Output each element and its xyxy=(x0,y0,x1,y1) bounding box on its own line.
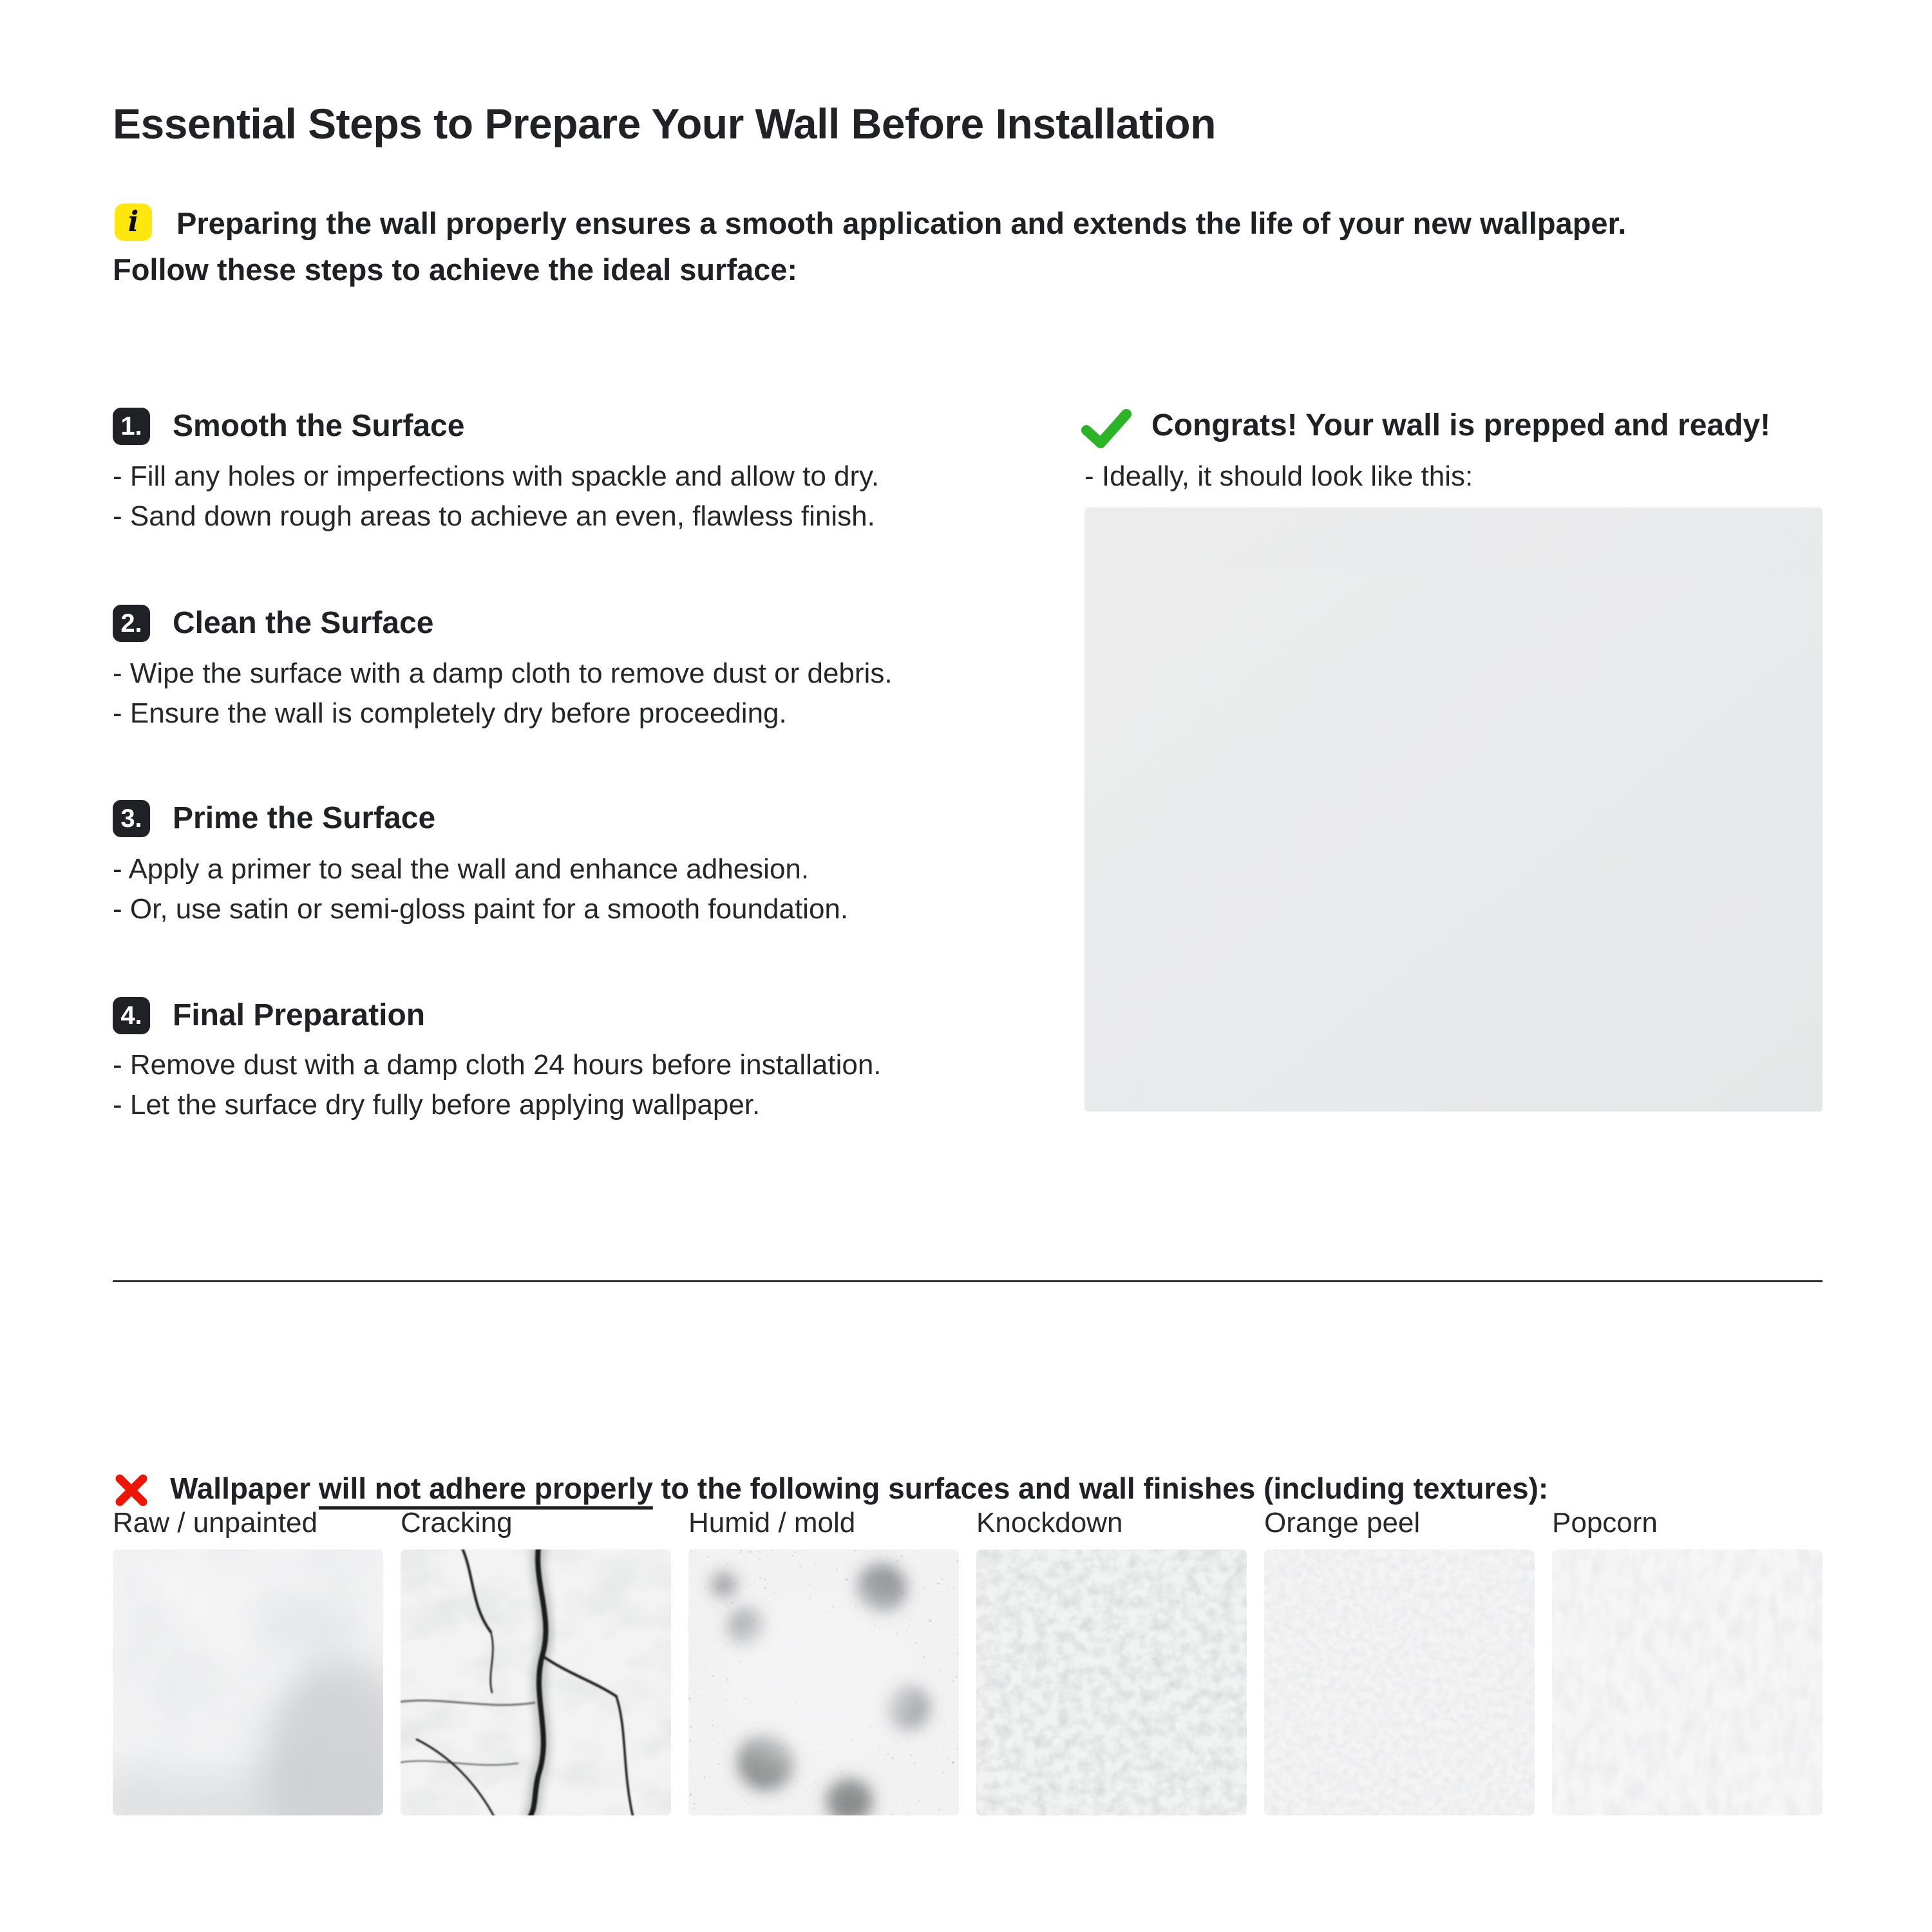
step-4-number: 4. xyxy=(120,1001,142,1030)
step-1-title: Smooth the Surface xyxy=(173,409,465,443)
surface-image-humid-mold xyxy=(688,1549,959,1815)
success-subtitle: - Ideally, it should look like this: xyxy=(1084,460,1473,492)
info-icon xyxy=(115,204,152,241)
info-icon-glyph: i xyxy=(128,205,139,238)
step-2-number-badge xyxy=(113,605,150,642)
surface-label-raw-unpainted: Raw / unpainted xyxy=(113,1507,317,1539)
step-1-bullet-2: - Sand down rough areas to achieve an even, flawless finish. xyxy=(113,500,875,532)
success-title: Congrats! Your wall is prepped and ready! xyxy=(1151,408,1771,442)
step-2-bullet-1: - Wipe the surface with a damp cloth to remove dust or debris. xyxy=(113,658,893,689)
step-3-title: Prime the Surface xyxy=(173,801,436,835)
warning-prefix: Wallpaper xyxy=(170,1472,319,1505)
surface-image-orange-peel xyxy=(1264,1549,1535,1815)
step-1-bullet-1: - Fill any holes or imperfections with spackle and allow to dry. xyxy=(113,460,880,492)
warning-underlined: will not adhere properly xyxy=(318,1472,653,1505)
surface-image-knockdown xyxy=(976,1549,1247,1815)
surface-image-cracking xyxy=(401,1549,671,1815)
section-divider xyxy=(113,1280,1823,1282)
step-4-bullet-2: - Let the surface dry fully before applying wallpaper. xyxy=(113,1089,761,1121)
intro-line-2: Follow these steps to achieve the ideal surface: xyxy=(113,252,798,287)
surface-label-cracking: Cracking xyxy=(401,1507,513,1539)
step-2-title: Clean the Surface xyxy=(173,606,434,640)
surface-label-popcorn: Popcorn xyxy=(1552,1507,1658,1539)
surface-image-raw-unpainted xyxy=(113,1549,383,1815)
smooth-wall-texture xyxy=(1084,507,1823,1112)
step-1-number: 1. xyxy=(120,412,142,440)
prepared-wall-image xyxy=(1084,507,1823,1112)
step-3-bullet-2: - Or, use satin or semi-gloss paint for a smooth foundation. xyxy=(113,893,849,925)
check-icon xyxy=(1081,408,1132,448)
step-4-number-badge xyxy=(113,997,150,1034)
step-2-bullet-2: - Ensure the wall is completely dry before proceeding. xyxy=(113,697,787,729)
step-4-title: Final Preparation xyxy=(173,998,426,1032)
step-3-number: 3. xyxy=(120,804,142,833)
warning-suffix: to the following surfaces and wall finishes (including textures): xyxy=(652,1472,1549,1505)
surface-label-knockdown: Knockdown xyxy=(976,1507,1123,1539)
warning-heading xyxy=(170,1470,1548,1507)
x-icon xyxy=(114,1473,149,1508)
page-title: Essential Steps to Prepare Your Wall Before Installation xyxy=(113,100,1216,147)
surface-image-popcorn xyxy=(1552,1549,1823,1815)
step-3-number-badge xyxy=(113,800,150,837)
surface-label-orange-peel: Orange peel xyxy=(1264,1507,1421,1539)
step-4-bullet-1: - Remove dust with a damp cloth 24 hours before installation. xyxy=(113,1049,882,1081)
step-2-number: 2. xyxy=(120,609,142,638)
step-3-bullet-1: - Apply a primer to seal the wall and enhance adhesion. xyxy=(113,853,810,885)
step-1-number-badge xyxy=(113,408,150,445)
surface-label-humid-mold: Humid / mold xyxy=(688,1507,856,1539)
intro-line-1: Preparing the wall properly ensures a smooth application and extends the life of your new wallpaper. xyxy=(176,206,1627,240)
